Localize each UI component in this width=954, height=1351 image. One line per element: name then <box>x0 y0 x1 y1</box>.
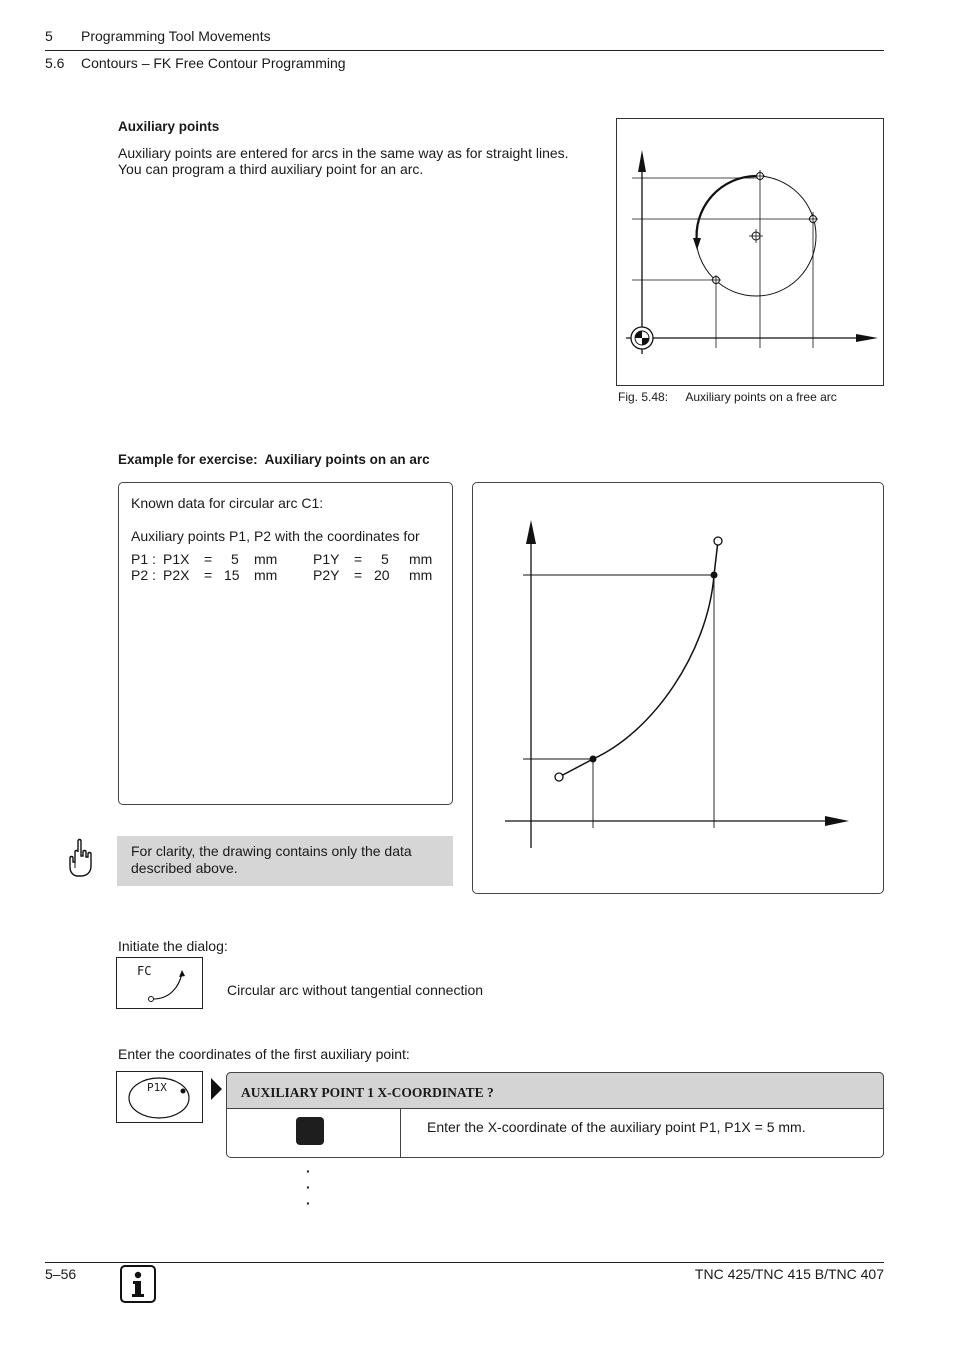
footer-model: TNC 425/TNC 415 B/TNC 407 <box>694 1266 884 1282</box>
ex-end-point <box>714 537 722 545</box>
dialog-prompt-divider <box>400 1108 401 1158</box>
coord-p1-xname: P1X <box>163 551 190 567</box>
coord-p1-yval: 5 <box>381 551 389 567</box>
info-icon <box>120 1265 156 1303</box>
fig1-y-arrow-icon <box>638 150 646 172</box>
coord-p1-eq2: = <box>354 551 363 567</box>
example-heading: Example for exercise: Auxiliary points on an arc <box>118 452 430 467</box>
figure-caption-text: Auxiliary points on a free arc <box>685 390 837 404</box>
dot-1: · <box>306 1163 311 1179</box>
ex-y-arrow-icon <box>526 520 536 544</box>
figure-5-48-drawing <box>616 118 884 386</box>
ex-aux-point-p1 <box>590 756 597 763</box>
chapter-number: 5 <box>45 28 53 44</box>
coord-p2-xname: P2X <box>163 567 190 583</box>
aux-points-heading: Auxiliary points <box>118 119 220 134</box>
aux-points-text <box>118 145 598 177</box>
known-data-title: Known data for circular arc C1: <box>131 495 324 511</box>
clarity-note-text: For clarity, the drawing contains only the data described above. <box>131 843 412 876</box>
aux-points-line1: Auxiliary points are entered for arcs in the same way as for straight lines. <box>118 145 569 161</box>
section-title: Contours – FK Free Contour Programming <box>81 55 346 71</box>
ex-contour-arc <box>559 541 718 777</box>
ex-x-arrow-icon <box>825 816 849 826</box>
fig1-center-mark <box>749 229 763 243</box>
hand-pointing-icon <box>66 838 96 878</box>
coord-p2-eq2: = <box>354 567 363 583</box>
coord-p2-yunit: mm <box>409 567 433 583</box>
dialog-prompt-header <box>226 1072 884 1109</box>
coord-p2-xval: 15 <box>224 567 240 583</box>
section-header <box>45 55 885 73</box>
chapter-title: Programming Tool Movements <box>81 28 271 44</box>
dialog-prompt-description: Enter the X-coordinate of the auxiliary point P1, P1X = 5 mm. <box>427 1119 806 1135</box>
coord-p2-label: P2 : <box>131 567 156 583</box>
arrow-right-icon <box>209 1077 223 1101</box>
figure-caption-number: Fig. 5.48: <box>618 390 669 404</box>
number-key[interactable] <box>296 1117 324 1145</box>
fig1-x-arrow-icon <box>856 334 878 342</box>
enter-coords-label: Enter the coordinates of the first auxiliary point: <box>118 1046 410 1062</box>
page-number: 5–56 <box>45 1266 77 1282</box>
coord-p1-xunit: mm <box>254 551 278 567</box>
initiate-dialog-label: Initiate the dialog: <box>118 938 228 954</box>
figure-5-48-caption <box>618 390 837 404</box>
coord-p2-yname: P2Y <box>313 567 340 583</box>
ex-aux-point-p2 <box>711 572 718 579</box>
example-drawing <box>472 482 884 894</box>
coord-p2-eq1: = <box>204 567 213 583</box>
p1x-key-label: P1X <box>147 1081 167 1094</box>
fc-arc-icon <box>145 968 189 1004</box>
coord-p1-yunit: mm <box>409 551 433 567</box>
fc-key[interactable] <box>116 957 203 1009</box>
aux-points-line2: You can program a third auxiliary point for an arc. <box>118 161 424 177</box>
coord-p2-xunit: mm <box>254 567 278 583</box>
fig1-aux-point-right <box>808 214 818 224</box>
chapter-header <box>45 28 885 46</box>
footer-rule <box>45 1262 884 1263</box>
section-number: 5.6 <box>45 55 65 71</box>
fig1-aux-point-top <box>755 171 765 181</box>
continuation-dots <box>306 1163 311 1211</box>
dialog-prompt-title: AUXILIARY POINT 1 X-COORDINATE ? <box>241 1085 494 1100</box>
p1x-key[interactable] <box>116 1071 203 1123</box>
header-rule <box>45 50 884 51</box>
fig1-arc-arrow-icon <box>693 238 701 250</box>
fc-key-description: Circular arc without tangential connection <box>227 982 484 998</box>
coord-p1-label: P1 : <box>131 551 156 567</box>
ex-start-point <box>555 773 563 781</box>
fig1-origin-icon <box>631 327 653 349</box>
coord-p2-yval: 20 <box>374 567 390 583</box>
dot-2: · <box>306 1179 311 1195</box>
coord-p1-eq1: = <box>204 551 213 567</box>
coord-p1-xval: 5 <box>231 551 239 567</box>
dot-3: · <box>306 1195 311 1211</box>
clarity-note <box>117 836 453 886</box>
coord-p1-yname: P1Y <box>313 551 340 567</box>
aux-coords-text: Auxiliary points P1, P2 with the coordinates for <box>131 528 420 544</box>
fig1-direction-arc <box>697 176 756 243</box>
fc-key-label: FC <box>137 964 152 978</box>
